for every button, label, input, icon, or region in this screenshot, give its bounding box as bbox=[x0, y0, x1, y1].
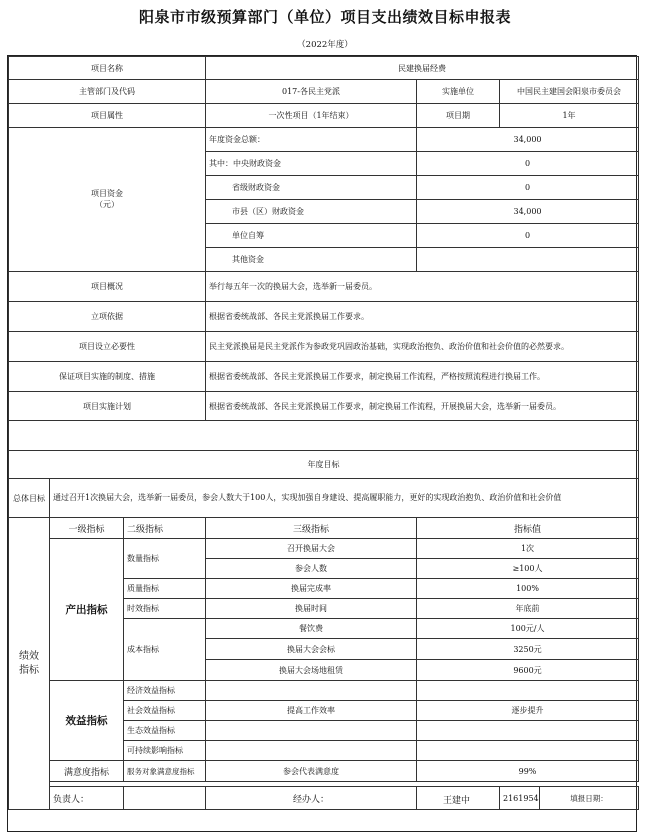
output-indicator-label: 产出指标 bbox=[50, 539, 124, 681]
eco-indicator-label: 生态效益指标 bbox=[124, 721, 206, 741]
funds-row-value: 0 bbox=[417, 224, 639, 248]
indicator-value bbox=[417, 721, 639, 741]
indicator-value: 1次 bbox=[417, 539, 639, 559]
funds-row-value: 0 bbox=[417, 176, 639, 200]
indicator-name bbox=[206, 721, 417, 741]
project-name-value: 民建换届经费 bbox=[206, 57, 639, 80]
funds-row-value bbox=[417, 248, 639, 272]
phone-value: 2161954 bbox=[500, 787, 540, 810]
indicator-value: 100% bbox=[417, 579, 639, 599]
handler-label: 经办人： bbox=[206, 787, 417, 810]
satisfaction-indicator-label: 满意度指标 bbox=[50, 761, 124, 782]
page-title: 阳泉市市级预算部门（单位）项目支出绩效目标申报表 bbox=[138, 8, 511, 26]
cost-indicator-label: 成本指标 bbox=[124, 619, 206, 681]
quantity-indicator-label: 数量指标 bbox=[124, 539, 206, 579]
plan-text: 根据省委统战部、各民主党派换届工作要求，制定换届工作流程，开展换届大会，选举新一届委员。 bbox=[206, 392, 639, 421]
perf-side-label: 绩效指标 bbox=[9, 518, 50, 810]
measures-text: 根据省委统战部、各民主党派换届工作要求，制定换届工作流程，严格按照流程进行换届工作。 bbox=[206, 362, 639, 392]
funds-label: 项目资金 （元） bbox=[9, 128, 206, 272]
impl-label: 实施单位 bbox=[417, 80, 500, 104]
funds-row-name: 年度资金总额： bbox=[206, 128, 417, 152]
indicator-name: 换届大会场地租赁 bbox=[206, 660, 417, 681]
head-label: 负责人： bbox=[50, 787, 124, 810]
indicator-value: 99% bbox=[417, 761, 639, 782]
indicator-value: 100元/人 bbox=[417, 619, 639, 639]
time-indicator-label: 时效指标 bbox=[124, 599, 206, 619]
perf-header-level3: 三级指标 bbox=[206, 518, 417, 539]
funds-row-value: 34,000 bbox=[417, 128, 639, 152]
indicator-name: 提高工作效率 bbox=[206, 701, 417, 721]
impl-value: 中国民主建国会阳泉市委员会 bbox=[500, 80, 639, 104]
overall-goal-label: 总体目标 bbox=[9, 479, 50, 518]
annual-goal-label: 年度目标 bbox=[9, 451, 639, 479]
indicator-name bbox=[206, 741, 417, 761]
necessity-text: 民主党派换届是民主党派作为参政党巩固政治基础，实现政治抱负、政治价值和社会价值的必然要求。 bbox=[206, 332, 639, 362]
social-indicator-label: 社会效益指标 bbox=[124, 701, 206, 721]
period-value: 1年 bbox=[500, 104, 639, 128]
economic-indicator-label: 经济效益指标 bbox=[124, 681, 206, 701]
sustain-indicator-label: 可持续影响指标 bbox=[124, 741, 206, 761]
year-label: （2022年度） bbox=[297, 40, 353, 50]
head-value bbox=[124, 787, 206, 810]
form-table bbox=[8, 56, 639, 810]
necessity-label: 项目设立必要性 bbox=[9, 332, 206, 362]
service-indicator-label: 服务对象满意度指标 bbox=[124, 761, 206, 782]
indicator-name: 换届大会会标 bbox=[206, 639, 417, 660]
perf-header-value: 指标值 bbox=[417, 518, 639, 539]
indicator-value: 9600元 bbox=[417, 660, 639, 681]
indicator-name: 餐饮费 bbox=[206, 619, 417, 639]
indicator-value: 年底前 bbox=[417, 599, 639, 619]
indicator-name: 换届完成率 bbox=[206, 579, 417, 599]
quality-indicator-label: 质量指标 bbox=[124, 579, 206, 599]
overall-goal-text: 通过召开1次换届大会，选举新一届委员，参会人数大于100人，实现加强自身建设、提高履职能力，更好的实现政治抱负、政治价值和社会价值 bbox=[50, 479, 639, 518]
form-table-frame bbox=[7, 55, 637, 832]
indicator-value: 3250元 bbox=[417, 639, 639, 660]
handler-cell bbox=[417, 787, 500, 810]
attr-value: 一次性项目（1年结束） bbox=[206, 104, 417, 128]
funds-row-name: 其中：中央财政资金 bbox=[206, 152, 417, 176]
indicator-name bbox=[206, 681, 417, 701]
perf-header-level1: 一级指标 bbox=[50, 518, 124, 539]
indicator-value bbox=[417, 681, 639, 701]
indicator-value: 逐步提升 bbox=[417, 701, 639, 721]
funds-row-value: 34,000 bbox=[417, 200, 639, 224]
funds-row-name: 省级财政资金 bbox=[206, 176, 417, 200]
blank-row bbox=[9, 421, 639, 451]
funds-row-value: 0 bbox=[417, 152, 639, 176]
measures-label: 保证项目实施的制度、措施 bbox=[9, 362, 206, 392]
funds-row-name: 单位自筹 bbox=[206, 224, 417, 248]
plan-label: 项目实施计划 bbox=[9, 392, 206, 421]
indicator-name: 召开换届大会 bbox=[206, 539, 417, 559]
perf-header-level2: 二级指标 bbox=[124, 518, 206, 539]
indicator-name: 参会代表满意度 bbox=[206, 761, 417, 782]
attr-label: 项目属性 bbox=[9, 104, 206, 128]
funds-row-name: 市县（区）财政资金 bbox=[206, 200, 417, 224]
indicator-name: 换届时间 bbox=[206, 599, 417, 619]
indicator-value bbox=[417, 741, 639, 761]
dept-value: 017-各民主党派 bbox=[206, 80, 417, 104]
project-name-label: 项目名称 bbox=[9, 57, 206, 80]
date-label: 填报日期： bbox=[540, 787, 639, 810]
dept-label: 主管部门及代码 bbox=[9, 80, 206, 104]
period-label: 项目期 bbox=[417, 104, 500, 128]
handler-name: 王建中 bbox=[443, 796, 471, 806]
benefit-indicator-label: 效益指标 bbox=[50, 681, 124, 761]
indicator-name: 参会人数 bbox=[206, 559, 417, 579]
funds-row-name: 其他资金 bbox=[206, 248, 417, 272]
indicator-value: ≥100人 bbox=[417, 559, 639, 579]
basis-text: 根据省委统战部、各民主党派换届工作要求。 bbox=[206, 302, 639, 332]
overview-label: 项目概况 bbox=[9, 272, 206, 302]
basis-label: 立项依据 bbox=[9, 302, 206, 332]
overview-text: 举行每五年一次的换届大会，选举新一届委员。 bbox=[206, 272, 639, 302]
